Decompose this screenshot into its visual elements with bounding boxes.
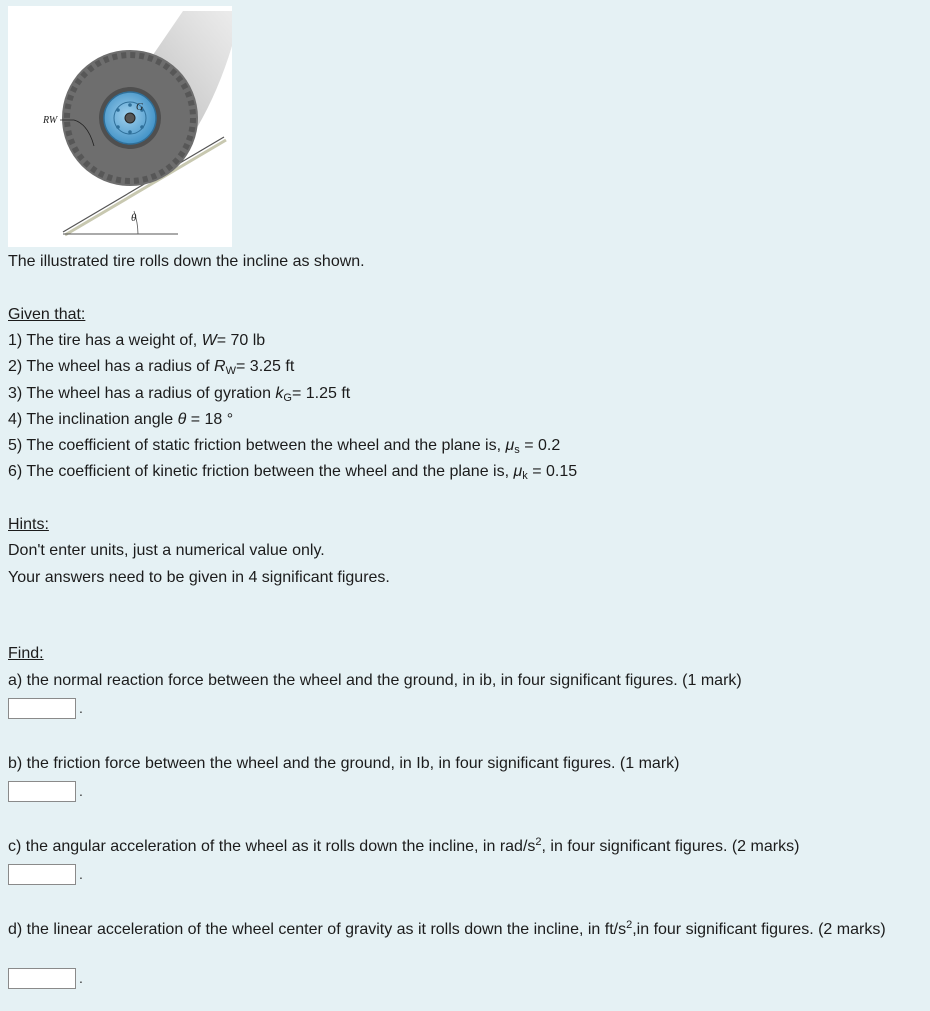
label-rw: RW <box>43 115 58 126</box>
given-item-5: 5) The coefficient of static friction between the wheel and the plane is, $\mu_s = 0.2$ <box>8 437 561 456</box>
answer-a-input[interactable] <box>8 698 76 719</box>
answer-d-dot: . <box>79 970 83 986</box>
question-d: d) the linear acceleration of the wheel center of gravity as it rolls down the incline, in $ft/s^2,in$ four significant figures. (2 marks) <box>8 919 886 938</box>
intro-text: The illustrated tire rolls down the incline as shown. <box>8 253 365 270</box>
answer-c-input[interactable] <box>8 864 76 885</box>
question-a: a) the normal reaction force between the wheel and the ground, in ib, in four significant figures. (1 mark) <box>8 672 742 689</box>
tire-incline-illustration <box>8 6 232 247</box>
question-c: c) the angular acceleration of the wheel as it rolls down the incline, in rad/$s^2$, in four significant figures. (2 marks) <box>8 836 800 855</box>
hints-heading: Hints: <box>8 516 49 533</box>
given-item-3: 3) The wheel has a radius of gyration $k_G= 1.25$ ft <box>8 385 351 404</box>
answer-b-input[interactable] <box>8 781 76 802</box>
answer-c-dot: . <box>79 866 83 882</box>
label-theta: θ <box>131 212 137 224</box>
hint-sigfigs: Your answers need to be given in 4 significant figures. <box>8 569 390 586</box>
hub-center <box>125 113 135 123</box>
given-item-6: 6) The coefficient of kinetic friction between the wheel and the plane is, $\mu_k = 0.15$ <box>8 463 578 482</box>
given-item-2: 2) The wheel has a radius of $R_W= 3.25$ ft <box>8 358 295 377</box>
answer-d-input[interactable] <box>8 968 76 989</box>
tire-figure <box>8 6 232 247</box>
given-heading: Given that: <box>8 306 86 323</box>
question-b: b) the friction force between the wheel and the ground, in Ib, in four significant figures. (1 mark) <box>8 755 680 772</box>
find-heading: Find: <box>8 645 44 662</box>
hint-units: Don't enter units, just a numerical value only. <box>8 542 325 559</box>
given-item-4: 4) The inclination angle θ = 18 ° <box>8 411 234 428</box>
given-item-1: 1) The tire has a weight of, W= 70 lb <box>8 332 266 349</box>
answer-a-dot: . <box>79 700 83 716</box>
answer-b-dot: . <box>79 783 83 799</box>
label-g: G <box>136 102 144 113</box>
